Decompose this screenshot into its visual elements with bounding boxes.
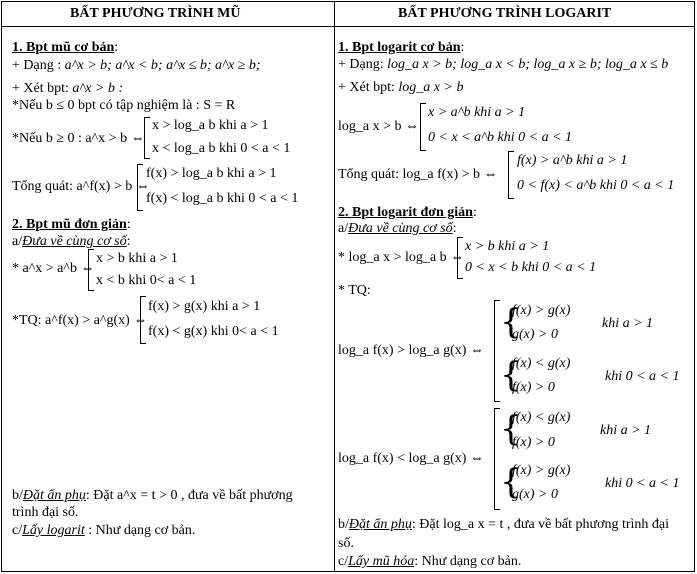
right-case2-brace-b: {: [500, 462, 522, 502]
left-star-lhs: * a^x > a^b ⇔: [12, 261, 95, 276]
left-tq2-case2: f(x) < g(x) khi 0< a < 1: [148, 324, 279, 339]
right-tq2-label: * TQ:: [338, 283, 371, 298]
right-tq-bracket: [508, 151, 514, 199]
right-b-line1: b/Đặt ẩn phụ: Đặt log_a x = t , đưa về bất phương trình đại: [338, 517, 670, 532]
right-case1-b2: f(x) > 0: [512, 380, 555, 395]
right-basic-lhs: log_a x > b ⇔: [338, 119, 419, 134]
left-xet: + Xét bpt: a^x > b :: [12, 81, 124, 96]
right-s2-heading: 2. Bpt logarit đơn giản:: [338, 205, 477, 220]
left-tq-bracket: [137, 164, 143, 211]
left-tq2-case1: f(x) > g(x) khi a > 1: [148, 299, 261, 314]
right-case1-a-cond: khi a > 1: [602, 316, 654, 331]
right-star-lhs: * log_a x > log_a b ⇔: [338, 250, 465, 265]
right-case1-brace-a: {: [500, 302, 522, 342]
right-title: BẤT PHƯƠNG TRÌNH LOGARIT: [398, 6, 612, 21]
left-b-line1: b/Đặt ẩn phụ: Đặt a^x = t > 0 , đưa về bất phương: [12, 488, 293, 503]
header-divider: [2, 26, 694, 27]
left-tq2-bracket: [140, 296, 146, 344]
left-b-line2: trình đại số.: [12, 505, 79, 520]
right-tq-lhs: Tổng quát: log_a f(x) > b ⇔: [338, 167, 498, 182]
right-star-case2: 0 < x < b khi 0 < a < 1: [465, 260, 597, 275]
left-a-heading: a/Đưa về cùng cơ số:: [12, 234, 131, 249]
left-s2-heading: 2. Bpt mũ đơn giản:: [12, 217, 131, 232]
right-tq-case1: f(x) > a^b khi a > 1: [517, 153, 628, 168]
left-neu2-case1: x > log_a b khi a > 1: [152, 118, 269, 133]
right-s1-heading: 1. Bpt logarit cơ bản:: [338, 40, 465, 55]
left-neu2-lhs: *Nếu b ≥ 0 : a^x > b ⇔: [12, 131, 145, 146]
right-basic-case2: 0 < x < a^b khi 0 < a < 1: [428, 130, 573, 145]
right-c-line: c/Lấy mũ hóa: Như dạng cơ bản.: [338, 554, 522, 569]
left-dang: + Dạng : a^x > b; a^x < b; a^x ≤ b; a^x ≥ b;: [12, 58, 261, 73]
right-star-bracket: [457, 237, 463, 279]
right-b-line2: số.: [338, 536, 354, 551]
left-tq-case2: f(x) < log_a b khi 0 < a < 1: [146, 191, 299, 206]
right-case1-b1: f(x) < g(x): [512, 356, 571, 371]
right-dang: + Dạng: log_a x > b; log_a x < b; log_a x ≥ b; log_a x ≤ b: [338, 57, 669, 72]
right-basic-bracket: [420, 103, 426, 151]
right-tq-case2: 0 < f(x) < a^b khi 0 < a < 1: [517, 178, 675, 193]
left-neu2-bracket: [144, 117, 150, 159]
right-case2-a2: f(x) > 0: [512, 435, 555, 450]
left-tq2-lhs: *TQ: a^f(x) > a^g(x) ⇔: [12, 313, 148, 328]
right-case1-a1: f(x) > g(x): [512, 303, 571, 318]
right-case2-brace-a: {: [500, 409, 522, 449]
left-tq-case1: f(x) > log_a b khi a > 1: [146, 166, 277, 181]
right-case1-b-cond: khi 0 < a < 1: [605, 369, 680, 384]
right-case2-lhs: log_a f(x) < log_a g(x) ⇔: [338, 451, 484, 466]
left-star-bracket: [88, 249, 94, 291]
left-c-line: c/Lấy logarit : Như dạng cơ bản.: [12, 523, 196, 538]
right-a-heading: a/Đưa về cùng cơ số:: [338, 221, 457, 236]
right-case2-a-cond: khi a > 1: [600, 423, 652, 438]
left-neu1: *Nếu b ≤ 0 bpt có tập nghiệm là : S = R: [12, 98, 236, 113]
left-neu2-case2: x < log_a b khi 0 < a < 1: [152, 141, 291, 156]
right-basic-case1: x > a^b khi a > 1: [428, 105, 526, 120]
right-case2-a1: f(x) < g(x): [512, 410, 571, 425]
right-case1-a2: g(x) > 0: [512, 327, 558, 342]
right-case2-b1: f(x) > g(x): [512, 463, 571, 478]
column-divider: [334, 2, 335, 571]
right-star-case1: x > b khi a > 1: [465, 239, 550, 254]
left-star-case2: x < b khi 0< a < 1: [96, 273, 197, 288]
right-xet: + Xét bpt: log_a x > b: [338, 80, 464, 95]
right-case1-brace-b: {: [500, 355, 522, 395]
left-tq-lhs: Tổng quát: a^f(x) > b ⇔: [12, 179, 150, 194]
left-star-case1: x > b khi a > 1: [96, 251, 178, 266]
left-s1-heading: 1. Bpt mũ cơ bản:: [12, 40, 119, 55]
left-title: BẤT PHƯƠNG TRÌNH MŨ: [70, 6, 241, 21]
right-case2-b2: g(x) > 0: [512, 487, 558, 502]
right-case2-b-cond: khi 0 < a < 1: [605, 476, 680, 491]
right-case1-lhs: log_a f(x) > log_a g(x) ⇔: [338, 343, 484, 358]
